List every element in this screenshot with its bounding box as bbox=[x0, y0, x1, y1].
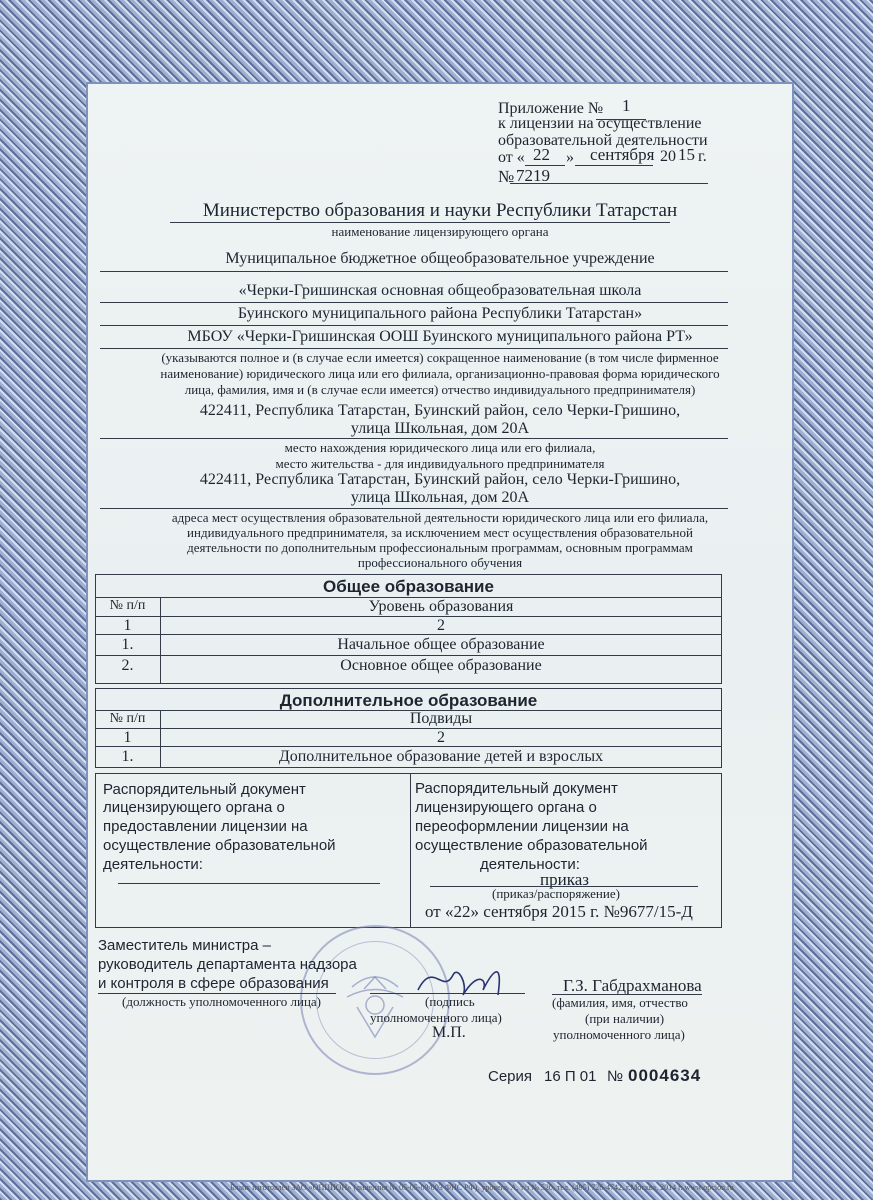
general-row-value: Основное общее образование bbox=[340, 657, 542, 674]
additional-row-value: Дополнительное образование детей и взрослых bbox=[278, 748, 604, 765]
activity-address-line2: улица Школьная, дом 20А bbox=[350, 489, 530, 506]
additional-row-number: 1 bbox=[123, 729, 132, 746]
general-table-title: Общее образование bbox=[323, 577, 494, 596]
series-number: 0004634 bbox=[628, 1066, 702, 1085]
doc-right-line: осуществление образовательной bbox=[415, 837, 648, 854]
general-col2-header: Уровень образования bbox=[368, 598, 514, 615]
location-caption2: место жительства - для индивидуального предпринимателя bbox=[275, 456, 605, 471]
doc-right-line: деятельности: bbox=[480, 856, 580, 873]
general-row-value: Начальное общее образование bbox=[337, 636, 545, 653]
general-row-number: 1 bbox=[123, 617, 132, 634]
doc-right-type: приказ bbox=[540, 870, 589, 889]
location-rule bbox=[100, 438, 728, 439]
appendix-num-label: № bbox=[498, 167, 515, 186]
appendix-line2: к лицензии на осуществление bbox=[498, 115, 702, 132]
appendix-date-prefix: от « bbox=[498, 149, 525, 166]
location-line1: 422411, Республика Татарстан, Буинский район, село Черки-Гришино, bbox=[199, 402, 681, 419]
doc-right-line: лицензирующего органа о bbox=[415, 799, 597, 816]
doc-right-line: Распорядительный документ bbox=[415, 780, 618, 797]
appendix-line3: образовательной деятельности bbox=[498, 132, 708, 149]
general-row-rule bbox=[95, 655, 722, 656]
authority-name: Министерство образования и науки Республики Татарстан bbox=[202, 200, 678, 221]
series-label: Серия bbox=[488, 1068, 533, 1085]
appendix-date-month: сентября bbox=[590, 145, 655, 164]
org-line3-rule bbox=[100, 325, 728, 326]
general-col1-header: № п/п bbox=[109, 598, 146, 613]
org-line1-rule bbox=[100, 271, 728, 272]
stamp-label: М.П. bbox=[432, 1024, 466, 1041]
signer-position-caption: (должность уполномоченного лица) bbox=[122, 994, 322, 1009]
series-num-label: № bbox=[607, 1068, 624, 1085]
appendix-date-quote: » bbox=[566, 149, 574, 166]
signer-position-line1: Заместитель министра – bbox=[98, 937, 272, 954]
appendix-date-day: 22 bbox=[533, 145, 550, 164]
appendix-year-prefix: 20 bbox=[660, 148, 676, 165]
org-caption3: лица, фамилия, имя и (в случае если имеется) отчество индивидуального предпринимателя) bbox=[184, 382, 696, 397]
doc-left-line: предоставлении лицензии на bbox=[103, 818, 308, 835]
appendix-year: 15 bbox=[678, 145, 695, 164]
doc-left-line: осуществление образовательной bbox=[103, 837, 336, 854]
org-line2: «Черки-Гришинская основная общеобразовательная школа bbox=[238, 282, 642, 299]
signer-position-line3: и контроля в сфере образования bbox=[98, 975, 329, 992]
general-row-number: 1. bbox=[121, 636, 134, 653]
license-number-line bbox=[510, 183, 708, 184]
doc-left-line: деятельности: bbox=[103, 856, 203, 873]
appendix-date-suffix: г. bbox=[698, 148, 707, 165]
org-short-name: МБОУ «Черки-Гришинская ООШ Буинского муниципального района РТ» bbox=[187, 328, 693, 345]
general-row-number: 2. bbox=[121, 657, 134, 674]
location-caption1: место нахождения юридического лица или его филиала, bbox=[284, 440, 596, 455]
doc-left-blank-line bbox=[118, 883, 380, 884]
signature-caption2: уполномоченного лица) bbox=[370, 1010, 502, 1025]
activity-caption3: деятельности по дополнительным профессиональным программам, основным программам bbox=[187, 540, 693, 555]
doc-left-line: лицензирующего органа о bbox=[103, 799, 285, 816]
org-line2-rule bbox=[100, 302, 728, 303]
additional-col1-header: № п/п bbox=[109, 711, 146, 726]
org-line1: Муниципальное бюджетное общеобразовательное учреждение bbox=[225, 250, 655, 267]
signer-name: Г.З. Габдрахманова bbox=[563, 976, 702, 995]
general-row-value: 2 bbox=[437, 617, 445, 634]
org-line3: Буинского муниципального района Республики Татарстан» bbox=[237, 305, 643, 322]
documents-divider bbox=[410, 773, 411, 928]
activity-caption2: индивидуального предпринимателя, за исключением мест осуществления образовательной bbox=[187, 525, 693, 540]
doc-right-type-caption: (приказ/распоряжение) bbox=[492, 886, 620, 901]
signer-name-caption1: (фамилия, имя, отчество bbox=[552, 995, 688, 1010]
printer-footer: Бланк изготовлен ЗАО «ОПЦИОН» (лицензия № 05-05-09/003 ФНС РФ), уровень А, т/з № 520, тел. (495) 726-4742, г.Москва, 2014 г. www.opcion.ru bbox=[230, 1183, 734, 1192]
additional-row-number: 1. bbox=[121, 748, 134, 765]
authority-line bbox=[170, 222, 670, 223]
activity-address-line1: 422411, Республика Татарстан, Буинский район, село Черки-Гришино, bbox=[199, 471, 681, 488]
activity-caption4: профессионального обучения bbox=[357, 555, 523, 570]
signer-position-line2: руководитель департамента надзора bbox=[98, 956, 357, 973]
series-value: 16 П 01 bbox=[544, 1068, 597, 1085]
org-caption1: (указываются полное и (в случае если имеется) сокращенное наименование (в том числе фирменное bbox=[161, 350, 719, 365]
doc-right-line: переоформлении лицензии на bbox=[415, 818, 629, 835]
signature-caption1: (подпись bbox=[425, 994, 475, 1009]
date-month-line bbox=[575, 165, 653, 166]
appendix-number: 1 bbox=[622, 96, 631, 115]
signer-name-caption3: уполномоченного лица) bbox=[553, 1027, 685, 1042]
additional-col2-header: Подвиды bbox=[409, 710, 473, 727]
doc-right-date: от «22» сентября 2015 г. №9677/15-Д bbox=[425, 902, 693, 921]
location-line2: улица Школьная, дом 20А bbox=[350, 420, 530, 437]
org-line4-rule bbox=[100, 348, 728, 349]
additional-table-title: Дополнительное образование bbox=[279, 691, 538, 710]
license-number: 7219 bbox=[516, 166, 550, 185]
authority-caption: наименование лицензирующего органа bbox=[331, 224, 549, 239]
additional-row-value: 2 bbox=[437, 729, 445, 746]
activity-caption1: адреса мест осуществления образовательной деятельности юридического лица или его филиала, bbox=[171, 510, 709, 525]
appendix-title: Приложение № bbox=[498, 100, 604, 117]
org-caption2: наименование) юридического лица или его филиала, организационно-правовая форма юридического bbox=[160, 366, 720, 381]
doc-left-line: Распорядительный документ bbox=[103, 781, 306, 798]
activity-address-rule bbox=[100, 508, 728, 509]
signer-name-caption2: (при наличии) bbox=[585, 1011, 665, 1026]
